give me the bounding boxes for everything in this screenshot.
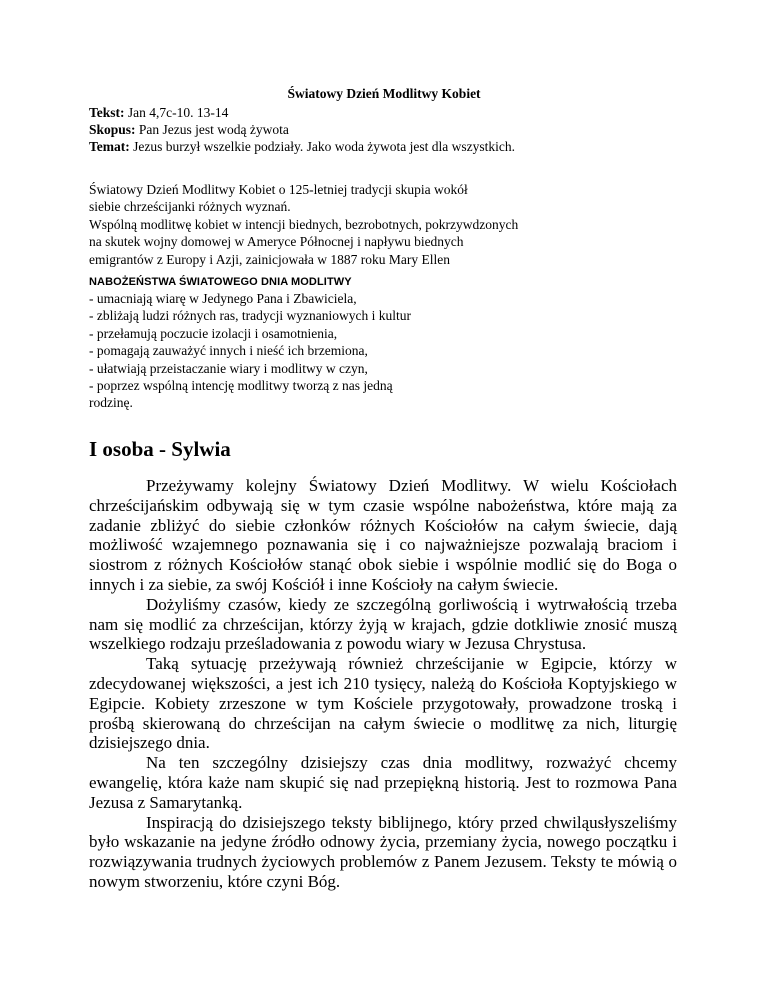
list-item: - przełamują poczucie izolacji i osamotnienia, bbox=[89, 325, 338, 341]
caps-heading: NABOŻEŃSTWA ŚWIATOWEGO DNIA MODLITWY bbox=[89, 276, 352, 288]
meta-value: Jan 4,7c-10. 13-14 bbox=[124, 105, 229, 120]
body-text bbox=[89, 476, 677, 892]
list-item: - poprzez wspólną intencję modlitwy tworzą z nas jedną bbox=[89, 378, 393, 394]
paragraph: Dożyliśmy czasów, kiedy ze szczególną gorliwością i wytrwałością trzeba nam się modlić za chrześcijan, którzy żyją w krajach, gdzie dotkliwie znosić muszą wszelkiego rodzaju prześladowania z powodu wiary w Jezusa Chrystusa. bbox=[89, 594, 677, 654]
paragraph: Przeżywamy kolejny Światowy Dzień Modlitwy. W wielu Kościołach chrześcijańskim odbywają się w tym czasie wspólne nabożeństwa, które mają za zadanie zbliżyć do siebie członków różnych Kościołów na całym świecie, dają możliwość wzajemnego poznawania się i co najważniejsze pozwalają braciom i siostrom z różnych Kościołów stanąć obok siebie i wspólnie modlić się do Boga o innych i za siebie, za swój Kościół i inne Kościoły na całym świecie. bbox=[89, 476, 677, 594]
meta-label: Tekst: bbox=[89, 105, 125, 120]
meta-block bbox=[89, 104, 515, 155]
list-item: - ułatwiają przeistaczanie wiary i modlitwy w czyn, bbox=[89, 360, 368, 376]
intro-line: Wspólną modlitwę kobiet w intencji biednych, bezrobotnych, pokrzywdzonych bbox=[89, 216, 519, 232]
intro-line: na skutek wojny domowej w Ameryce Północnej i napływu biednych bbox=[89, 234, 464, 250]
section-heading: I osoba - Sylwia bbox=[89, 437, 231, 461]
meta-text bbox=[89, 104, 515, 121]
meta-temat bbox=[89, 138, 515, 155]
paragraph: Inspiracją do dzisiejszego teksty biblijnego, który przed chwiląusłyszeliśmy było wskazanie na jedyne źródło odnowy życia, przemiany życia, nowego początku i rozwiązywania trudnych życiowych problemów z Panem Jezusem. Teksty te mówią o nowym stworzeniu, które czyni Bóg. bbox=[89, 812, 677, 891]
list-item: - zbliżają ludzi różnych ras, tradycji wyznaniowych i kultur bbox=[89, 308, 412, 324]
document-title: Światowy Dzień Modlitwy Kobiet bbox=[287, 86, 481, 101]
meta-skopus bbox=[89, 121, 515, 138]
list-item: rodzinę. bbox=[89, 395, 133, 411]
intro-line: siebie chrześcijanki różnych wyznań. bbox=[89, 199, 291, 215]
meta-label: Temat: bbox=[89, 139, 130, 154]
meta-value: Pan Jezus jest wodą żywota bbox=[135, 122, 289, 137]
benefits-list bbox=[89, 290, 689, 412]
list-item: - umacniają wiarę w Jedynego Pana i Zbawiciela, bbox=[89, 291, 357, 306]
paragraph: Taką sytuację przeżywają również chrześcijanie w Egipcie, którzy w zdecydowanej większości, a jest ich 210 tysięcy, należą do Kościoła Koptyjskiego w Egipcie. Kobiety zrzeszone w tym Kościele przygotowały, prowadzone troską i prośbą skierowaną do chrześcijan na całym świecie o modlitwę za nich, liturgię dzisiejszego dnia. bbox=[89, 654, 677, 753]
intro-block bbox=[89, 181, 689, 268]
list-item: - pomagają zauważyć innych i nieść ich brzemiona, bbox=[89, 343, 368, 359]
meta-label: Skopus: bbox=[89, 122, 136, 137]
meta-value: Jezus burzył wszelkie podziały. Jako woda żywota jest dla wszystkich. bbox=[129, 139, 516, 154]
intro-line: Światowy Dzień Modlitwy Kobiet o 125-letniej tradycji skupia wokół bbox=[89, 182, 468, 197]
intro-line: emigrantów z Europy i Azji, zainicjowała w 1887 roku Mary Ellen bbox=[89, 251, 451, 267]
paragraph: Na ten szczególny dzisiejszy czas dnia modlitwy, rozważyć chcemy ewangelię, która każe nam skupić się nad przepiękną historią. Jest to rozmowa Pana Jezusa z Samarytanką. bbox=[89, 753, 677, 812]
